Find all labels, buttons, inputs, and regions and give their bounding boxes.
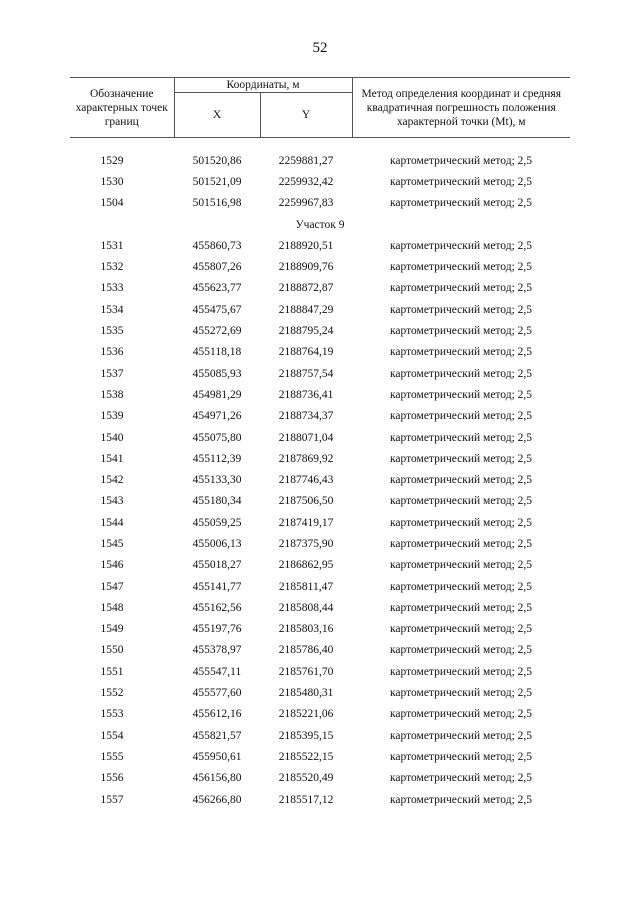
point-id: 1504 [100, 197, 124, 210]
method-header: Метод определения координат и средняя квадратичная погрешность положения характерной точки (Mt), м [352, 78, 570, 138]
x-value: 455118,18 [192, 346, 242, 359]
point-id: 1537 [100, 367, 124, 380]
y-header: Y [260, 93, 352, 138]
y-value: 2186862,95 [278, 559, 334, 572]
table-row [70, 661, 570, 682]
method-value: картометрический метод; 2,5 [390, 580, 533, 593]
method-value: картометрический метод; 2,5 [390, 644, 533, 657]
point-id: 1556 [100, 772, 124, 785]
table-row [70, 342, 570, 363]
table-row [70, 150, 570, 171]
point-id: 1530 [100, 175, 124, 188]
method-value: картометрический метод; 2,5 [390, 197, 533, 210]
table-row [70, 448, 570, 469]
method-value: картометрический метод; 2,5 [390, 559, 533, 572]
y-value: 2185517,12 [278, 793, 334, 806]
method-value: картометрический метод; 2,5 [390, 431, 533, 444]
method-value: картометрический метод; 2,5 [390, 537, 533, 550]
x-value: 455133,30 [192, 474, 242, 487]
point-id: 1548 [100, 601, 124, 614]
y-value: 2185803,16 [278, 623, 334, 636]
y-value: 2185808,44 [278, 601, 334, 614]
x-value: 455475,67 [192, 303, 242, 316]
point-id: 1538 [100, 388, 124, 401]
y-value: 2185786,40 [278, 644, 334, 657]
method-value: картометрический метод; 2,5 [390, 750, 533, 763]
y-value: 2188764,19 [278, 346, 334, 359]
x-value: 501516,98 [192, 197, 242, 210]
x-value: 455085,93 [192, 367, 242, 380]
y-value: 2188736,41 [278, 388, 334, 401]
method-value: картометрический метод; 2,5 [390, 623, 533, 636]
x-value: 455180,34 [192, 495, 242, 508]
point-id: 1540 [100, 431, 124, 444]
point-id: 1553 [100, 708, 124, 721]
y-value: 2187375,90 [278, 537, 334, 550]
y-value: 2188795,24 [278, 325, 334, 338]
point-id: 1541 [100, 452, 124, 465]
point-id: 1529 [100, 154, 124, 167]
y-value: 2187419,17 [278, 516, 334, 529]
x-value: 455141,77 [192, 580, 242, 593]
method-value: картометрический метод; 2,5 [390, 474, 533, 487]
point-id: 1542 [100, 474, 124, 487]
y-value: 2185522,15 [278, 750, 334, 763]
table-row [70, 278, 570, 299]
method-value: картометрический метод; 2,5 [390, 665, 533, 678]
x-value: 455821,57 [192, 729, 242, 742]
table-row [70, 299, 570, 320]
y-value: 2185520,49 [278, 772, 334, 785]
y-value: 2259881,27 [278, 154, 334, 167]
table-row [70, 789, 570, 810]
x-value: 455547,11 [192, 665, 242, 678]
table-row [70, 406, 570, 427]
x-value: 455059,25 [192, 516, 242, 529]
x-value: 501520,86 [192, 154, 242, 167]
method-value: картометрический метод; 2,5 [390, 346, 533, 359]
coords-header: Координаты, м [174, 78, 352, 93]
y-value: 2185395,15 [278, 729, 334, 742]
x-value: 454971,26 [192, 410, 242, 423]
x-value: 455807,26 [192, 261, 242, 274]
table-row [70, 576, 570, 597]
x-value: 455006,13 [192, 537, 242, 550]
x-value: 455075,80 [192, 431, 242, 444]
table-row [70, 363, 570, 384]
method-value: картометрический метод; 2,5 [390, 388, 533, 401]
table-row [70, 384, 570, 405]
y-value: 2187746,43 [278, 474, 334, 487]
point-id: 1534 [100, 303, 124, 316]
y-value: 2188872,87 [278, 282, 334, 295]
method-value: картометрический метод; 2,5 [390, 772, 533, 785]
method-value: картометрический метод; 2,5 [390, 325, 533, 338]
section-title: Участок 9 [295, 218, 345, 231]
method-value: картометрический метод; 2,5 [390, 282, 533, 295]
table-row [70, 597, 570, 618]
method-value: картометрический метод; 2,5 [390, 154, 533, 167]
point-id: 1544 [100, 516, 124, 529]
point-id: 1536 [100, 346, 124, 359]
point-id: 1557 [100, 793, 124, 806]
x-value: 455272,69 [192, 325, 242, 338]
table-header [70, 78, 570, 138]
table-row [70, 320, 570, 341]
y-value: 2185221,06 [278, 708, 334, 721]
point-id: 1535 [100, 325, 124, 338]
table-row [70, 746, 570, 767]
table-row [70, 682, 570, 703]
x-value: 455860,73 [192, 239, 242, 252]
method-value: картометрический метод; 2,5 [390, 367, 533, 380]
table-row [70, 725, 570, 746]
point-id: 1549 [100, 623, 124, 636]
method-value: картометрический метод; 2,5 [390, 239, 533, 252]
x-value: 455197,76 [192, 623, 242, 636]
x-value: 455378,97 [192, 644, 242, 657]
table-row [70, 704, 570, 725]
x-header: X [174, 93, 260, 138]
x-value: 501521,09 [192, 175, 242, 188]
method-value: картометрический метод; 2,5 [390, 303, 533, 316]
method-value: картометрический метод; 2,5 [390, 410, 533, 423]
point-id: 1546 [100, 559, 124, 572]
y-value: 2187869,92 [278, 452, 334, 465]
point-label-header: Обозначение характерных точек границ [70, 78, 174, 138]
table-row [70, 427, 570, 448]
method-value: картометрический метод; 2,5 [390, 793, 533, 806]
method-value: картометрический метод; 2,5 [390, 261, 533, 274]
y-value: 2188071,04 [278, 431, 334, 444]
method-value: картометрический метод; 2,5 [390, 729, 533, 742]
method-value: картометрический метод; 2,5 [390, 708, 533, 721]
point-id: 1531 [100, 239, 124, 252]
table-row [70, 555, 570, 576]
y-value: 2259967,83 [278, 197, 334, 210]
table-row [70, 256, 570, 277]
table-row [70, 193, 570, 214]
x-value: 455623,77 [192, 282, 242, 295]
table-row [70, 491, 570, 512]
x-value: 456266,80 [192, 793, 242, 806]
y-value: 2187506,50 [278, 495, 334, 508]
x-value: 456156,80 [192, 772, 242, 785]
point-id: 1533 [100, 282, 124, 295]
table-body [70, 138, 570, 811]
y-value: 2185480,31 [278, 687, 334, 700]
x-value: 454981,29 [192, 388, 242, 401]
y-value: 2188909,76 [278, 261, 334, 274]
table-row [70, 469, 570, 490]
y-value: 2188847,29 [278, 303, 334, 316]
point-id: 1547 [100, 580, 124, 593]
y-value: 2185811,47 [278, 580, 334, 593]
x-value: 455577,60 [192, 687, 242, 700]
x-value: 455112,39 [192, 452, 242, 465]
point-id: 1554 [100, 729, 124, 742]
method-value: картометрический метод; 2,5 [390, 452, 533, 465]
coordinates-table [70, 77, 570, 810]
table-row [70, 640, 570, 661]
y-value: 2188757,54 [278, 367, 334, 380]
section-row [70, 214, 570, 235]
table-row [70, 533, 570, 554]
table-row [70, 235, 570, 256]
point-id: 1543 [100, 495, 124, 508]
table-row [70, 768, 570, 789]
point-id: 1545 [100, 537, 124, 550]
y-value: 2188920,51 [278, 239, 334, 252]
method-value: картометрический метод; 2,5 [390, 175, 533, 188]
method-value: картометрический метод; 2,5 [390, 516, 533, 529]
table-row [70, 171, 570, 192]
point-id: 1555 [100, 750, 124, 763]
point-id: 1539 [100, 410, 124, 423]
point-id: 1551 [100, 665, 124, 678]
x-value: 455018,27 [192, 559, 242, 572]
point-id: 1550 [100, 644, 124, 657]
x-value: 455612,16 [192, 708, 242, 721]
method-value: картометрический метод; 2,5 [390, 601, 533, 614]
y-value: 2188734,37 [278, 410, 334, 423]
x-value: 455950,61 [192, 750, 242, 763]
point-id: 1532 [100, 261, 124, 274]
point-id: 1552 [100, 687, 124, 700]
table-row [70, 512, 570, 533]
method-value: картометрический метод; 2,5 [390, 495, 533, 508]
method-value: картометрический метод; 2,5 [390, 687, 533, 700]
table-row [70, 619, 570, 640]
y-value: 2185761,70 [278, 665, 334, 678]
page-number: 52 [312, 40, 328, 56]
y-value: 2259932,42 [278, 175, 334, 188]
x-value: 455162,56 [192, 601, 242, 614]
